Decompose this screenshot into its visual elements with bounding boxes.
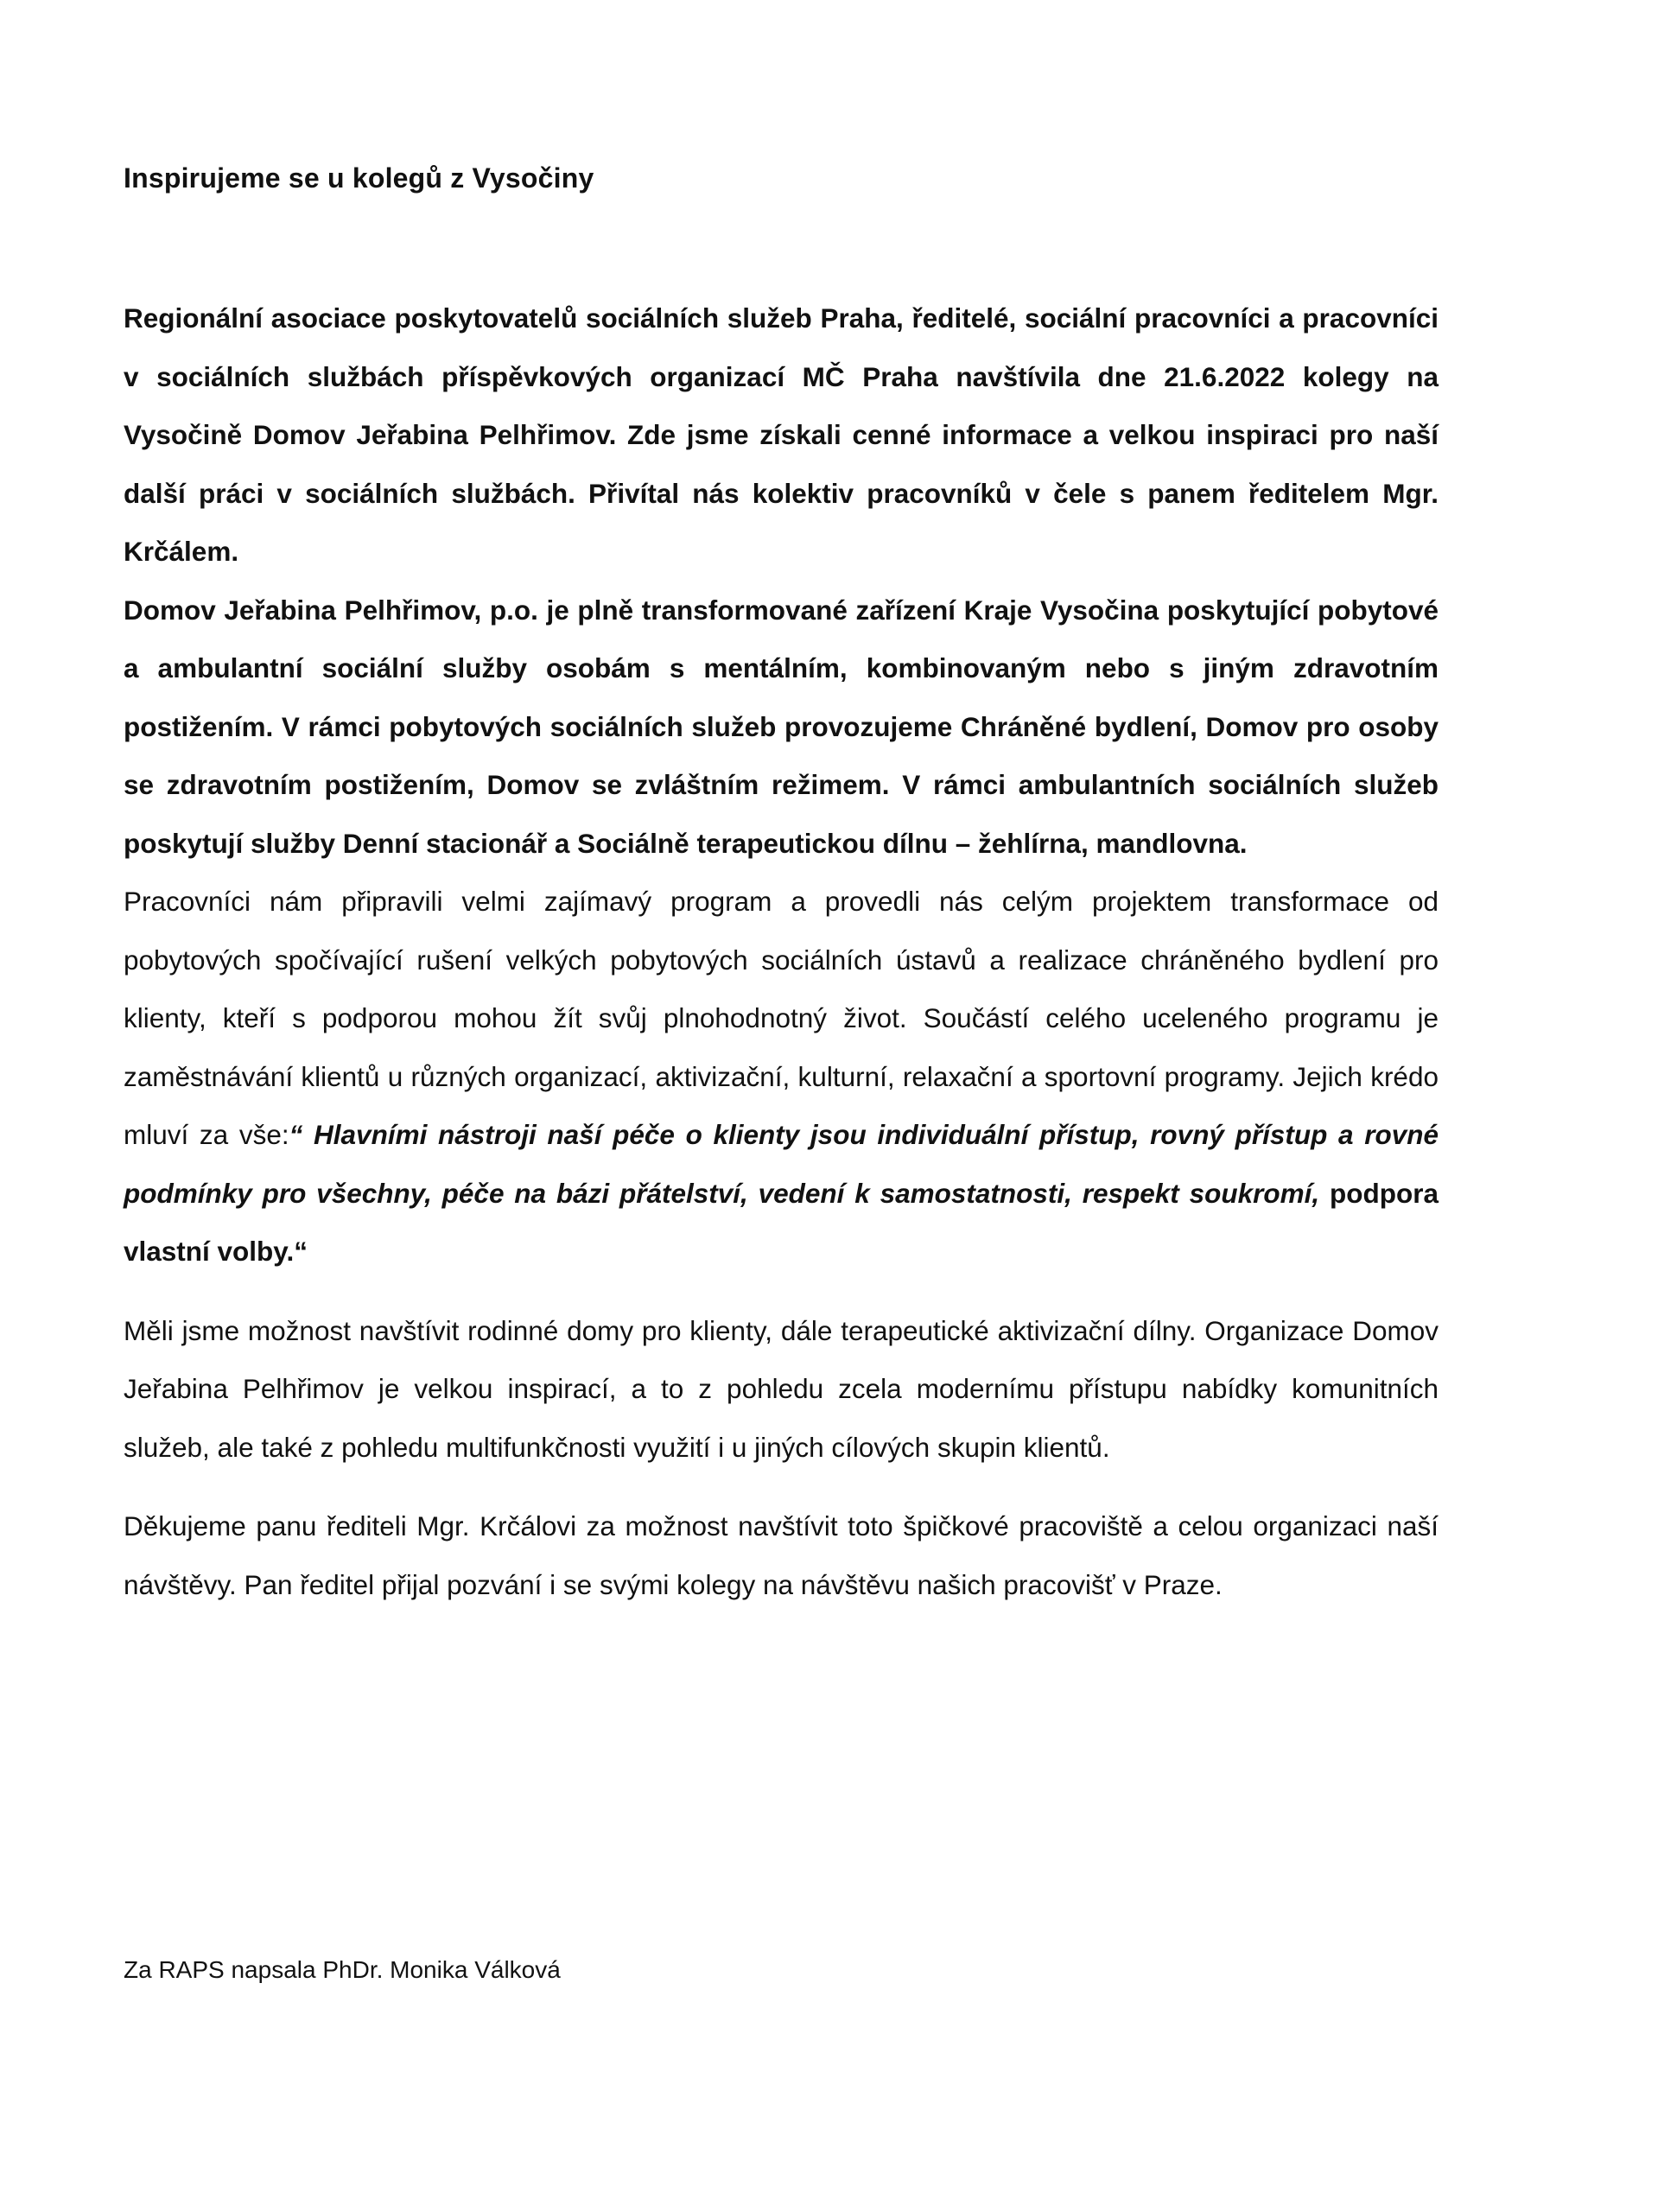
program-text: Pracovníci nám připravili velmi zajímavý program a provedli nás celým projektem transformace od pobytových spočívající rušení velkých pobytových sociálních ústavů a realizace chráněného bydlení pro klienty, kteří s podporou mohou žít svůj plnohodnotný život. Součástí celého uceleného programu je zaměstnávání klientů u různých organizací, aktivizační, kulturní, relaxační a sportovní programy. Jejich krédo mluví za vše: (124, 886, 1439, 1150)
paragraph-program (124, 873, 1439, 1281)
paragraph-visit-intro: Regionální asociace poskytovatelů sociálních služeb Praha, ředitelé, sociální pracovníci a pracovníci v sociálních službách příspěvkových organizací MČ Praha navštívila dne 21.6.2022 kolegy na Vysočině Domov Jeřabina Pelhřimov. Zde jsme získali cenné informace a velkou inspiraci pro naší další práci v sociálních službách. Přivítal nás kolektiv pracovníků v čele s panem ředitelem Mgr. Krčálem. (124, 302, 1439, 567)
body-section (124, 873, 1439, 1614)
paragraph-houses: Měli jsme možnost navštívit rodinné domy pro klienty, dále terapeutické aktivizační dílny. Organizace Domov Jeřabina Pelhřimov je velkou inspirací, a to z pohledu zcela modernímu přístupu nabídky komunitních služeb, ale také z pohledu multifunkčnosti využití i u jiných cílových skupin klientů. (124, 1314, 1439, 1463)
author-signature: Za RAPS napsala PhDr. Monika Válková (124, 1956, 561, 1983)
bold-section (124, 289, 1439, 873)
credo-quote: “ Hlavními nástroji naší péče o klienty jsou individuální přístup, rovný přístup a rovné podmínky pro všechny, péče na bázi přátelství, vedení k samostatnosti, respekt soukromí, (124, 1119, 1439, 1209)
credo-quote-end: podpora vlastní volby.“ (124, 1177, 1439, 1267)
paragraph-organization-description: Domov Jeřabina Pelhřimov, p.o. je plně transformované zařízení Kraje Vysočina poskytující pobytové a ambulantní sociální služby osobám s mentálním, kombinovaným nebo s jiným zdravotním postižením. V rámci pobytových sociálních služeb provozujeme Chráněné bydlení, Domov pro osoby se zdravotním postižením, Domov se zvláštním režimem. V rámci ambulantních sociálních služeb poskytují služby Denní stacionář a Sociálně terapeutickou dílnu – žehlírna, mandlovna. (124, 594, 1439, 859)
document-page (124, 162, 1439, 1614)
document-title: Inspirujeme se u kolegů z Vysočiny (124, 162, 594, 194)
paragraph-thanks: Děkujeme panu řediteli Mgr. Krčálovi za možnost navštívit toto špičkové pracoviště a celou organizaci naší návštěvy. Pan ředitel přijal pozvání i se svými kolegy na návštěvu našich pracovišť v Praze. (124, 1510, 1439, 1600)
